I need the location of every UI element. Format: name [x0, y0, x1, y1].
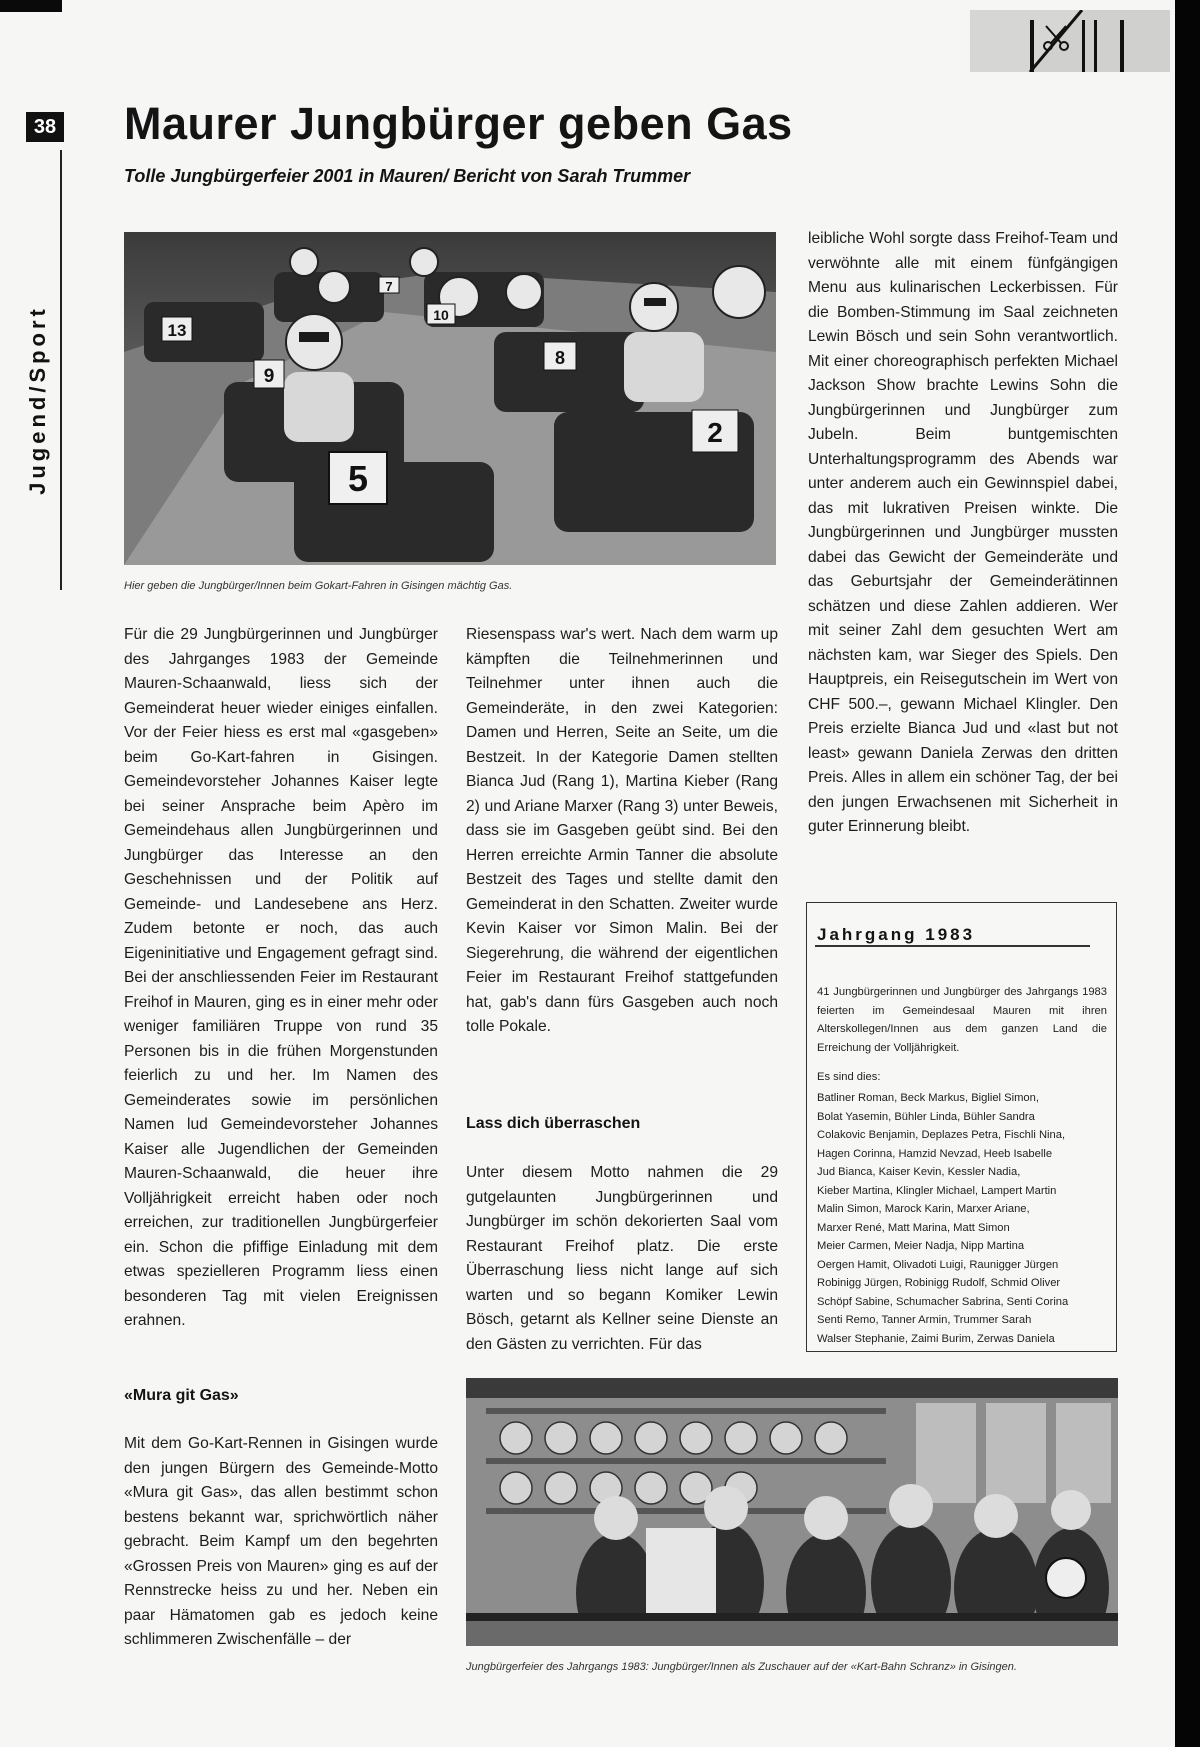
name-line: Batliner Roman, Beck Markus, Bigliel Simon, [817, 1092, 1039, 1104]
name-line: Meier Carmen, Meier Nadja, Nipp Martina [817, 1240, 1025, 1252]
infobox-name-list [817, 1089, 1107, 1348]
subtitle-mura-git-gas: «Mura git Gas» [124, 1387, 239, 1404]
kart-number: 9 [263, 366, 275, 387]
name-line: Colakovic Benjamin, Deplazes Petra, Fischli Nina, [817, 1129, 1066, 1141]
name-line: Schöpf Sabine, Schumacher Sabrina, Senti Corina [817, 1295, 1069, 1308]
infobox-title: Jahrgang 1983 [817, 925, 976, 944]
infobox-divider [815, 945, 1090, 947]
kart-number: 10 [433, 307, 449, 323]
name-line: Senti Remo, Tanner Armin, Trummer Sarah [817, 1314, 1032, 1326]
kart-number: 8 [554, 348, 566, 368]
subtitle-lass-dich-ueberraschen: Lass dich überraschen [466, 1115, 641, 1132]
name-line: Oergen Hamit, Olivadoti Luigi, Raunigger Jürgen [817, 1258, 1059, 1271]
infobox-intro: 41 Jungbürgerinnen und Jungbürger des Jahrgangs 1983 feierten im Gemeindesaal Mauren mit ihren Alterskollegen/Innen aus dem ganzen Land die Erreichung der Volljährigkeit. [817, 986, 1107, 1054]
scan-border-right [1175, 0, 1200, 1747]
column-2-text: Riesenspass war's wert. Nach dem warm up kämpften die Teilnehmerinnen und Teilnehmer unter ihnen auch die Gemeinderäte, in den zwei Kategorien: Damen und Herren, Seite an Seite, um die Bestzeit. In der Kategorie Damen stellten Bianca Jud (Rang 1), Martina Kieber (Rang 2) und Ariane Marxer (Rang 3) unter Beweis, dass sie im Gasgeben geübt sind. Bei den Herren erreichte Armin Tanner die absolute Bestzeit des Tages und stellte damit den Gemeinderat in den Schatten. Zweiter wurde Kevin Kaiser vor Simon Malin. Bei der Siegerehrung, die während der eigentlichen Feier im Restaurant Freihof stattgefunden hat, gab's dann fürs Gasgeben auch noch tolle Pokale. [466, 626, 778, 1035]
scan-edge [0, 0, 62, 12]
column-1-text: Für die 29 Jungbürgerinnen und Jungbürger des Jahrganges 1983 der Gemeinde Mauren-Schaanwald, liess sich der Gemeinderat heuer wieder einiges einfallen. Vor der Feier hiess es erst mal «gasgeben» beim Go-Kart-fahren in Gisingen. Gemeindevorsteher Johannes Kaiser legte bei seiner Ansprache beim Apèro im Gemeindehaus allen Jungbürgerinnen und Jungbürger das Interesse an den Geschehnissen und der Politik auf Gemeinde- und Landesebene ans Herz. Zudem betonte er noch, das auch Eigeninitiative und Engagement gefragt sind. Bei der anschliessenden Feier im Restaurant Freihof in Mauren, ging es in einer mehr oder weniger familiären Truppe von rund 35 Personen bis in die frühen Morgenstunden feierlich zu und her. Im Namen des Gemeinderates sowie im persönlichen Namen lud Gemeindevorsteher Johannes Kaiser alle Jugendlichen der Gemeinden Mauren-Schaanwald, die heuer ihre Volljährigkeit erreicht haben oder noch erreichen, zur traditionellen Jungbürgerfeier ein. Schon die pfiffige Einladung mit dem etwas spezielleren Programm liess einen besonderen Tag mit vielen Ereignissen erahnen. [124, 626, 438, 1329]
photo1-caption: Hier geben die Jungbürger/Innen beim Gokart-Fahren in Gisingen mächtig Gas. [124, 580, 513, 592]
column-2b-text: Unter diesem Motto nahmen die 29 gutgelaunten Jungbürgerinnen und Jungbürger im schön dekorierten Saal vom Restaurant Freihof platz. Die erste Überraschung liess nicht lange auf sich warten und so begann Komiker Lewin Bösch, getarnt als Kellner seine Dienste an den Gästen zu verrichten. Für das [466, 1164, 778, 1353]
margin-rule [60, 150, 62, 590]
article-headline: Maurer Jungbürger geben Gas [124, 98, 793, 149]
name-line: Malin Simon, Marock Karin, Marxer Ariane, [817, 1203, 1030, 1215]
article-column-3 [808, 227, 1118, 840]
section-label [18, 270, 58, 530]
kart-number: 7 [385, 279, 393, 294]
name-line: Jud Bianca, Kaiser Kevin, Kessler Nadia, [817, 1166, 1021, 1178]
article-column-1 [124, 623, 438, 1334]
corner-decoration [970, 10, 1170, 72]
article-column-1b [124, 1432, 438, 1653]
section-label-text: Jugend/Sport [25, 305, 50, 495]
name-line: Kieber Martina, Klingler Michael, Lampert Martin [817, 1184, 1057, 1197]
column-3-text: leibliche Wohl sorgte dass Freihof-Team und verwöhnte alle mit einem fünfgängigen Menu aus kulinarischen Leckerbissen. Für die Bomben-Stimmung im Saal zeichneten Lewin Bösch und sein Sohn verantwortlich. Mit einer choreographisch perfekten Michael Jackson Show brachte Lewins Sohn die Jungbürgerinnen und Jungbürger zum Jubeln. Beim buntgemischten Unterhaltungsprogramm des Abends war unter anderem auch ein Gewinnspiel dabei, das mit lukrativen Preisen winkte. Die Jungbürgerinnen und Jungbürger mussten dabei das Gewicht der Gemeinderäte und das Geburtsjahr der Gemeinderätinnen schätzen und diese Zahlen addieren. Wer mit seiner Zahl dem gesuchten Wert am nächsten kam, war Sieger des Spiels. Den Hauptpreis, ein Reisegutschein im Wert von CHF 500.–, gewann Michael Klingler. Den Preis erzielte Bianca Jud und «last but not least» gewann Daniela Zerwas den dritten Preis. Alles in allem ein schöner Tag, der bei den jungen Erwachsenen mit Sicherheit in guter Erinnerung bleibt. [808, 230, 1118, 835]
photo2-caption: Jungbürgerfeier des Jahrgangs 1983: Jungbürger/Innen als Zuschauer auf der «Kart-Bahn Schranz» in Gisingen. [466, 1661, 1017, 1673]
article-column-2b [466, 1161, 778, 1357]
spectators-photo [466, 1378, 1118, 1646]
infobox-list-title: Es sind dies: [817, 1071, 881, 1083]
article-column-2 [466, 623, 778, 1040]
kart-number: 2 [707, 417, 723, 448]
kart-number: 5 [347, 458, 369, 499]
gokart-photo [124, 232, 776, 565]
column-1b-text: Mit dem Go-Kart-Rennen in Gisingen wurde den jungen Bürgern des Gemeinde-Motto «Mura git Gas», das allen bestimmt schon bestens bekannt war, sprichwörtlich näher gebracht. Beim Kampf um den begehrten «Grossen Preis von Mauren» ging es auf der Rennstrecke heiss zu und her. Neben ein paar Hämatomen gab es jedoch keine schlimmeren Zwischenfälle – der [124, 1435, 438, 1648]
name-line: Walser Stephanie, Zaimi Burim, Zerwas Daniela [817, 1332, 1055, 1345]
infobox-jahrgang [806, 902, 1117, 1352]
name-line: Bolat Yasemin, Bühler Linda, Bühler Sandra [817, 1110, 1035, 1123]
name-line: Marxer René, Matt Marina, Matt Simon [817, 1221, 1010, 1234]
name-line: Robinigg Jürgen, Robinigg Rudolf, Schmid Oliver [817, 1277, 1061, 1289]
article-subheadline: Tolle Jungbürgerfeier 2001 in Mauren/ Bericht von Sarah Trummer [124, 166, 691, 186]
page-number: 38 [26, 112, 64, 142]
kart-number: 13 [167, 321, 187, 340]
name-line: Hagen Corinna, Hamzid Nevzad, Heeb Isabelle [817, 1147, 1053, 1160]
